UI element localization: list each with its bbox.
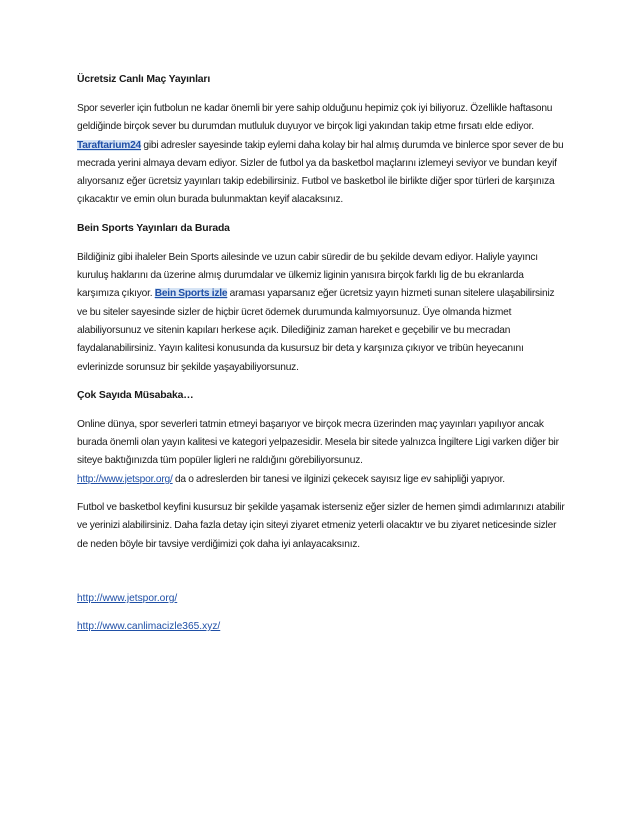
paragraph-text: da o adreslerden bir tanesi ve ilginizi çekecek sayısız lige ev sahipliği yapıyor. [172,473,505,485]
paragraph-text: araması yaparsanız eğer ücretsiz yayın hizmeti sunan sitelere ulaşabilirsiniz ve bu siteler sayesinde sizler de hiçbir ücret ödemek durumunda kalmıyorsunuz. Üye olmanda hizmet alabiliyorsunuz ve sitenin kapıları herkese açık. Dilediğiniz zaman hareket e geçebilir ve bu mecradan faydalanabilirsiniz. Yayın kalitesi konusunda da kusursuz bir deta y karşınıza çıkıyor ve tribün heyecanını evlerinizde sorunsuz bir şekilde yaşayabiliyorsunuz. [77,288,555,373]
taraftarium24-link[interactable]: Taraftarium24 [77,139,142,151]
spacer [77,564,565,590]
bein-sports-izle-link[interactable]: Bein Sports izle [154,288,228,300]
paragraph-visit-site: Futbol ve basketbol keyfini kusursuz bir şekilde yaşamak isterseniz eğer sizler de hemen şimdi adımlarınızı atabilir ve yerinizi alabilirsiniz. Daha fazla detay için siteyi ziyaret etmeniz yeterli olacaktır ve bu ziyaret neticesinde sizler de neden böyle bir tavsiye verdiğimizi çok daha iyi anlayacaksınız. [77,502,565,550]
section-heading-many-matches: Çok Sayıda Müsabaka… [77,389,194,401]
paragraph-text: Online dünya, spor severleri tatmin etmeyi başarıyor ve birçok mecra üzerinden maç yayınları yapılıyor ancak burada önemli olan yayın kalitesi ve kategori yelpazesidir. Mesela bir sitede yalnızca İngiltere Ligi varken diğer bir siteye baktığınızda tüm popüler ligleri ne raldığını görebiliyorsunuz. [77,418,559,467]
section-heading-free-streams: Ücretsiz Canlı Maç Yayınları [77,74,211,85]
canlimacizle365-link[interactable]: http://www.canlimacizle365.xyz/ [77,620,221,632]
jetspor-inline-link[interactable]: http://www.jetspor.org/ [77,473,173,485]
paragraph-bein-sports [77,249,565,377]
paragraph-text: gibi adresler sayesinde takip eylemi daha kolay bir hal almış durumda ve binlerce spor sever de bu mecrada yerini almaya devam ediyor. Sizler de futbol ya da basketbol maçlarını izlemeyi seviyor ve bundan keyif alıyorsanız eğer ücretsiz yayınları takip edebilirsiniz. Futbol ve basketbol ile birlikte diğer spor türleri de karşınıza çıkacaktır ve emin olun burada bulunmaktan keyif alacaksınız. [77,139,564,206]
link-line-jetspor [77,590,565,608]
link-line-canlimacizle365 [77,618,565,636]
paragraph-free-streams [77,100,565,210]
document-page [77,71,565,646]
paragraph-text: Spor severler için futbolun ne kadar önemli bir yere sahip olduğunu hepimiz çok iyi biliyoruz. Özellikle haftasonu geldiğinde birçok sever bu durumdan mutluluk duyuyor ve birçok ligi yakından takip etme fırsatı elde ediyor. [77,103,553,133]
paragraph-online-world [77,416,565,489]
paragraph-text: Bildiğiniz gibi ihaleler Bein Sports ailesinde ve uzun cabir süredir de bu şekilde devam ediyor. Haliyle yayıncı kuruluş haklarını da üzerine almış durumdalar ve ülkemiz liginin yanısıra birçok farklı lig de bu ekranlarda karşımıza çıkıyor. [77,251,538,300]
section-heading-bein-sports: Bein Sports Yayınları da Burada [77,222,230,234]
jetspor-link[interactable]: http://www.jetspor.org/ [77,592,178,604]
